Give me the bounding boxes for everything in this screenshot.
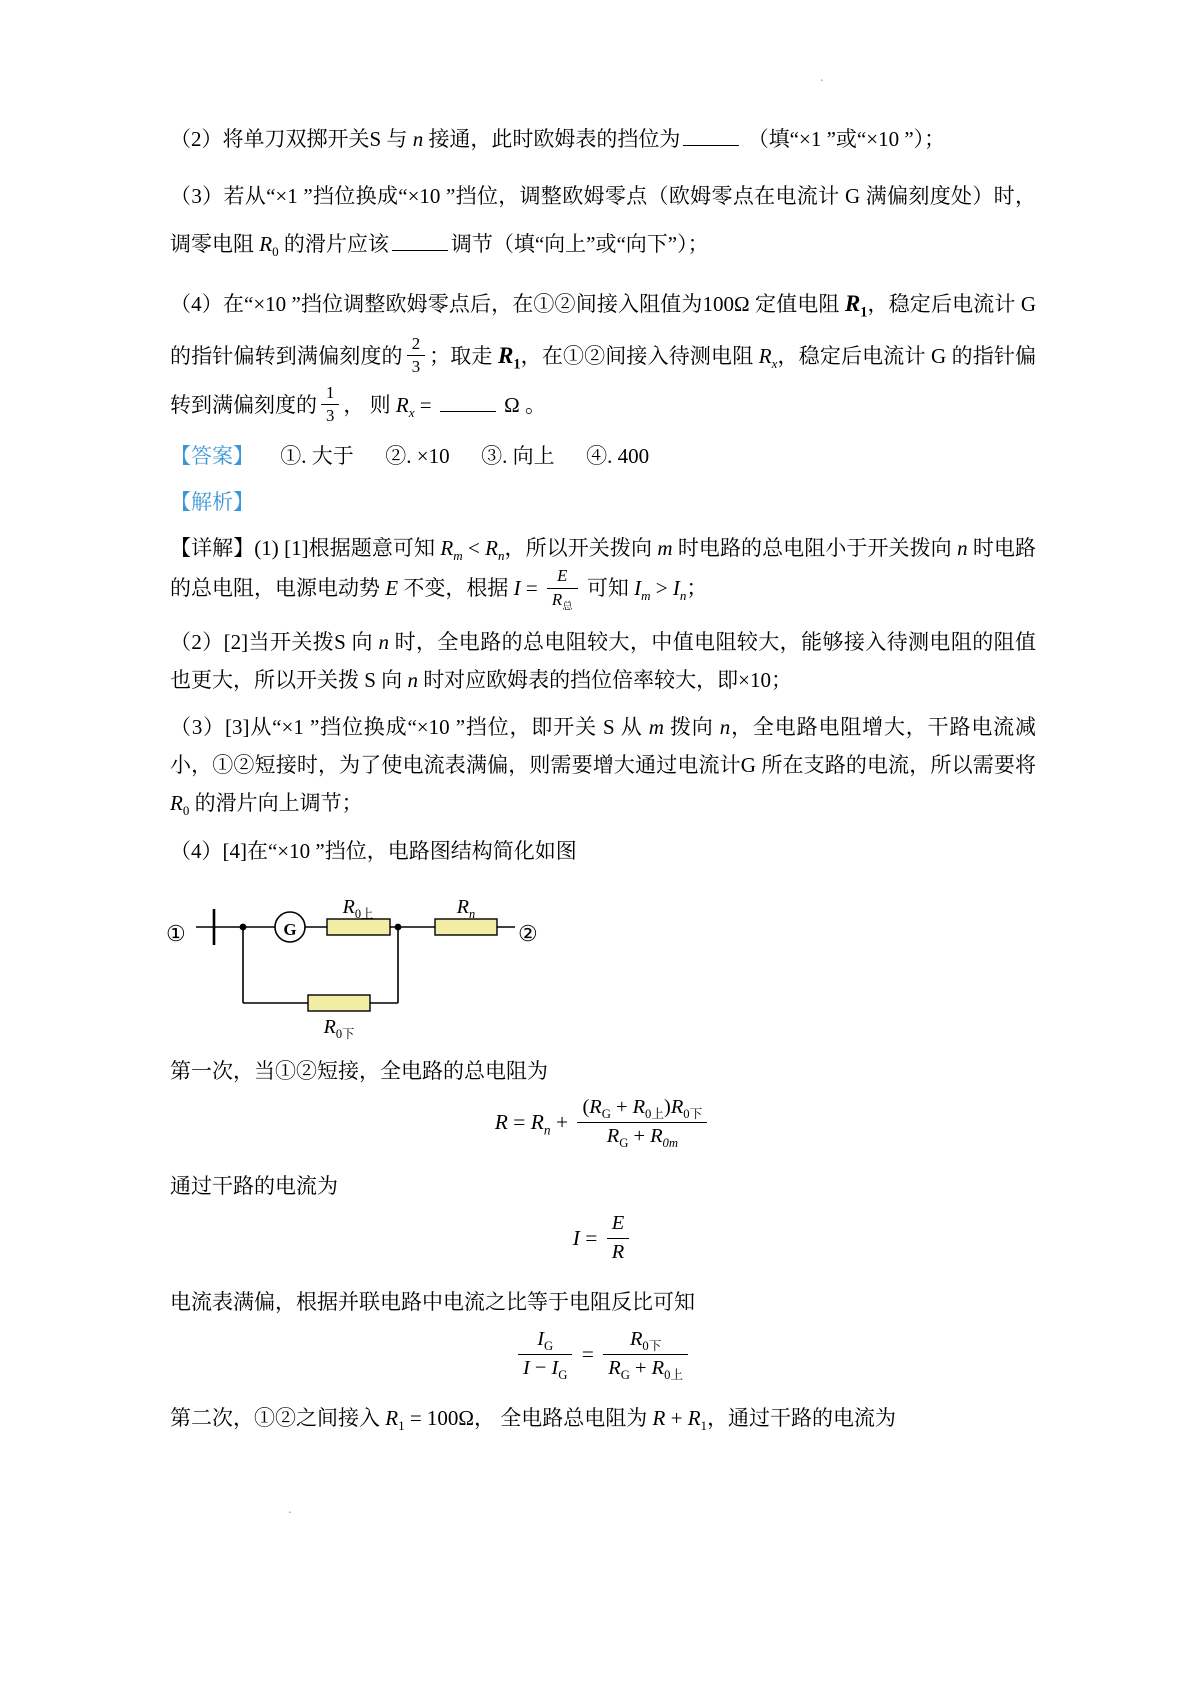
text-full-deflection: 电流表满偏，根据并联电路中电流之比等于电阻反比可知 [170,1290,695,1315]
math-subscript: G [601,1107,611,1122]
terminal-1-label: ① [166,920,186,946]
math-var: $R_1$ [687,1406,708,1434]
fill-in-blank [392,244,448,251]
formula-total-resistance: $R = R_n$ + $\frac{(R_G + R_{0上})R_{0下}}{R_G + R_{0m}}$ [170,1096,1036,1152]
math-subscript: n [543,1122,551,1138]
math-var: $R_G$ [608,1356,630,1382]
fraction-numerator: 2 [407,333,425,357]
math-subscript: x [408,404,415,420]
fraction [407,333,425,379]
math-var: $I_m$ [634,576,651,604]
fraction-denominator: $R_G + R_{0m}$ [606,1124,678,1150]
math-subscript: G [619,1135,629,1150]
fraction-numerator: 1 [321,382,339,406]
math-subscript: 0上 [664,1367,684,1382]
resistor-rn-label [457,889,475,925]
math-subscript: 0下 [683,1107,703,1122]
resistor-r0-top-label [343,889,374,925]
stray-mark: . [288,1502,292,1517]
math-var: $R_G$ [589,1096,611,1122]
formula-current: I = $\frac{E}{R}$ [170,1212,1036,1268]
math-var: $R_{0下}$ [323,1015,355,1041]
fraction [547,565,578,611]
math-var: R [611,1240,625,1263]
math-var: $R_n$ [456,895,476,921]
detail-part-4: （4）[4]在“×10 ”挡位，电路图结构简化如图 [170,838,577,863]
document-content [166,116,1037,1448]
math-var: $I_G$ [551,1356,568,1382]
fraction-numerator [603,1326,688,1355]
answer-line: 【答案】 ①. 大于 ②. ×10 ③. 向上 ④. 400 [170,444,650,469]
text-trunk-current: 通过干路的电流为 [170,1174,338,1199]
math-subscript: 0 [272,243,279,259]
math-subscript: n [469,906,476,921]
fraction-denominator: 3 [326,406,335,426]
math-var: E [611,1212,625,1235]
detail-part-2: （2）[2]当开关拨S 向 n 时，全电路的总电阻较大，中值电阻较大，能够接入待测电阻的阻值也更大，所以开关拨 S 向 n 时对应欧姆表的挡位倍率较大，即×10； [170,629,1036,692]
math-subscript: 0 [182,803,190,819]
fraction-denominator: 3 [411,357,421,377]
circuit-svg [170,885,600,1043]
fraction-denominator: $R_G + R_{0上}$ [608,1356,684,1382]
math-subscript: 1 [398,1418,405,1434]
fraction-numerator: $(R_G + R_{0上})R_{0下}$ [577,1094,707,1123]
fraction [518,1326,572,1382]
math-var: m [648,715,664,740]
math-var: n [378,629,389,654]
math-subscript: 0m [662,1135,678,1150]
math-var: E [557,566,568,586]
math-var: $R_x$ [395,392,415,420]
analysis-label [170,484,1036,522]
math-var: n [719,715,731,740]
junction-dot [395,923,402,930]
detail-part-3: （3）[3]从“×1 ”挡位换成“×10 ”挡位，即开关 S 从 m 拨向 n，全电路电阻增大，干路电流减小，①②短接时，为了使电流表满偏，则需要增大通过电流计G 所在支路的电流，所以需要将 $R_0$ 的滑片向上调节； [170,715,1037,819]
math-var: $R_1$ [497,341,521,373]
math-subscript: n [679,588,687,604]
math-var: $I_G$ [537,1328,554,1354]
math-subscript: 0下 [642,1339,662,1354]
junction-dot [240,923,247,930]
math-var: m [657,535,673,560]
math-var: $R_n$ [530,1110,551,1138]
math-var: I [522,1356,530,1379]
terminal-2-label: ② [518,920,538,946]
formula-current-ratio: $\frac{I_G}{I - I_G}$ = $\frac{R_{0下}}{R_G + R_{0上}}$ [170,1328,1036,1384]
math-subscript: 1 [513,356,521,373]
math-var: n [412,127,424,151]
section-label: 【答案】 [170,444,254,469]
math-var: $R_0$ [170,790,190,819]
math-var: $R_{0m}$ [650,1124,678,1150]
question-part-3: （3）若从“×1 ”挡位换成“×10 ”挡位，调整欧姆零点（欧姆零点在电流计 G 满偏刻度处）时，调零电阻 $R_0$ 的滑片应该 调节（填“向上”或“向下”）； [170,184,1036,259]
math-subscript: 0下 [335,1026,355,1041]
fraction-denominator: $I - I_G$ [522,1356,568,1382]
galvanometer-label: G [283,919,297,939]
math-var: I [513,576,521,601]
math-var: $R_{0下}$ [629,1328,662,1354]
math-subscript: G [620,1367,630,1382]
question-part-4: （4）在“×10 ”挡位调整欧姆零点后，在①②间接入阻值为100Ω 定值电阻 $R_1$，稳定后电流计 G 的指针偏转到满偏刻度的 $\frac{2}{3}$ ；取走 $R_1$，在①②间接入待测电阻 $R_x$，稳定后电流计 G 的指针偏转到满偏刻度的 $\frac{1}{3}$ ， 则 $R_x = \Omega$ 。 [170,278,1036,430]
fraction [577,1094,707,1150]
fill-in-blank [683,139,739,146]
math-var: n [407,667,418,692]
fill-in-blank [440,405,496,412]
text-second-case: 第二次，①②之间接入 $R_1 = 100\Omega$， 全电路总电阻为 $R + R_1$，通过干路的电流为 [170,1406,897,1434]
math-var: $R_1$ [385,1406,405,1434]
math-subscript: G [558,1367,568,1382]
fraction-numerator [547,565,578,589]
math-var: $R_{0上}$ [632,1096,665,1122]
math-subscript: n [497,547,505,563]
fraction [603,1326,688,1382]
fraction-denominator [607,1239,629,1267]
math-subscript: G [543,1339,554,1354]
math-subscript: x [771,355,778,371]
math-var: $R_n$ [485,535,505,563]
math-subscript: 1 [700,1418,708,1434]
math-var: R [494,1110,508,1135]
math-subscript: 0上 [645,1107,665,1122]
fraction-numerator [607,1210,629,1239]
math-var: $R_{0上}$ [342,895,374,921]
question-part-2: （2）将单刀双掷开关S 与 n 接通，此时欧姆表的挡位为 （填“×1 ”或“×10 ”）； [170,127,946,151]
text-first-case: 第一次，当①②短接，全电路的总电阻为 [170,1058,548,1083]
math-var: $R_0$ [259,231,279,259]
section-label: 【解析】 [170,489,254,514]
fraction [321,382,339,428]
fraction-numerator [518,1326,572,1355]
math-var: $R_m$ [440,535,463,563]
math-var: $R_{0下}$ [670,1096,703,1122]
math-subscript: 总 [562,601,573,613]
math-var: I [572,1226,580,1251]
math-subscript: 0上 [354,906,374,921]
fraction [607,1210,629,1266]
math-subscript: 1 [860,304,868,321]
circuit-diagram [166,885,600,1043]
math-subscript: m [453,547,463,563]
math-var: n [957,535,968,560]
math-subscript: m [641,588,651,604]
math-var: $R_总$ [551,590,573,613]
stray-mark: . [820,70,824,85]
fraction-denominator [547,589,578,612]
detail-part-1: 【详解】(1) [1]根据题意可知 $R_m < R_n$，所以开关拨向 m 时电路的总电阻小于开关拨向 n 时电路的总电阻，电源电动势 E 不变，根据 I = $\frac{E}{R_总}$ 可知 $I_m > I_n$； [170,535,1037,613]
math-var: R [652,1406,666,1431]
resistor-r0-bottom-label [324,1009,355,1045]
math-var: $R_G$ [606,1124,629,1150]
math-var: $R_{0上}$ [651,1356,684,1382]
math-var: E [385,576,399,601]
math-var: $I_n$ [672,576,687,604]
math-var: $R_1$ [844,289,868,321]
math-var: $R_x$ [758,343,778,371]
